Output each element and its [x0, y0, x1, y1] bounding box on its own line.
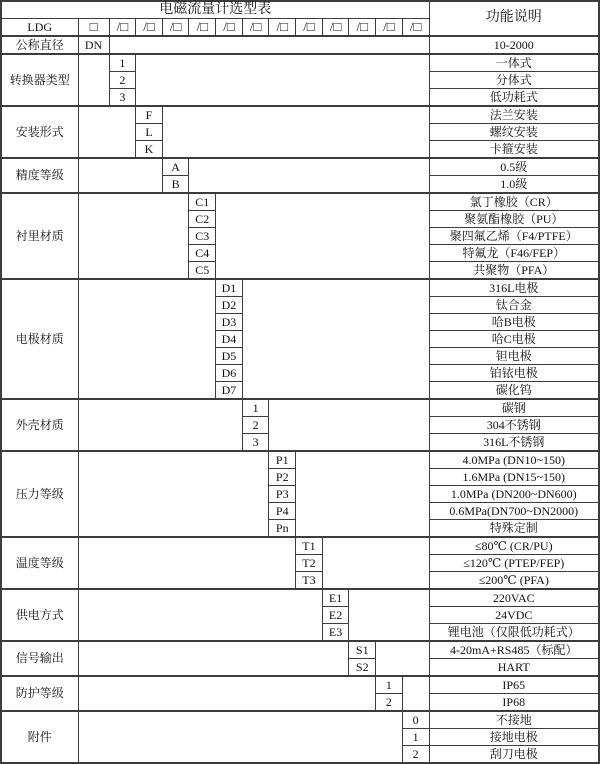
option-code: P3 — [269, 486, 296, 503]
option-description: 0.5级 — [429, 158, 599, 176]
option-description: 316L不锈钢 — [429, 434, 599, 452]
option-code: 3 — [109, 89, 136, 107]
option-code: 1 — [109, 54, 136, 72]
group-right-spacer — [162, 106, 429, 158]
group-left-spacer — [78, 158, 162, 193]
model-slot-box: /□ — [216, 19, 243, 37]
option-row — [1, 158, 599, 176]
model-slot-box: /□ — [402, 19, 429, 37]
group-right-spacer — [402, 676, 429, 711]
group-right-spacer — [189, 158, 429, 193]
model-slot-box: /□ — [162, 19, 189, 37]
model-slot-box: /□ — [136, 19, 163, 37]
option-code: D4 — [216, 331, 243, 348]
option-code: D5 — [216, 348, 243, 365]
group-left-spacer — [78, 451, 269, 537]
option-description: 0.6MPa(DN700~DN2000) — [429, 503, 599, 520]
option-description: 聚氨酯橡胶（PU） — [429, 211, 599, 228]
option-description: ≤80℃ (CR/PU) — [429, 537, 599, 555]
group-left-spacer — [78, 711, 402, 763]
option-description: 低功耗式 — [429, 89, 599, 107]
group-label: 精度等级 — [1, 158, 78, 193]
model-slot-box: /□ — [296, 19, 323, 37]
group-right-spacer — [269, 399, 429, 451]
option-code: 0 — [402, 711, 429, 729]
option-code: 1 — [242, 399, 269, 417]
model-slot-box: /□ — [322, 19, 349, 37]
option-code: P1 — [269, 451, 296, 469]
group-right-spacer — [322, 537, 429, 589]
group-right-spacer — [216, 193, 429, 279]
option-code: 2 — [402, 746, 429, 764]
option-code: B — [162, 176, 189, 194]
option-description: 304不锈钢 — [429, 417, 599, 434]
option-description: 刮刀电极 — [429, 746, 599, 764]
option-description: 一体式 — [429, 54, 599, 72]
group-label: 防护等级 — [1, 676, 78, 711]
diameter-label: 公称直径 — [1, 36, 78, 54]
model-slot-box: /□ — [189, 19, 216, 37]
model-slot-box: /□ — [376, 19, 403, 37]
group-left-spacer — [78, 537, 296, 589]
group-label: 温度等级 — [1, 537, 78, 589]
option-row — [1, 193, 599, 211]
table-title: 电磁流量计选型表 — [1, 1, 429, 19]
option-description: 碳化钨 — [429, 382, 599, 400]
option-description: 卡箍安装 — [429, 141, 599, 159]
option-code: T2 — [296, 555, 323, 572]
group-label: 压力等级 — [1, 451, 78, 537]
diameter-spacer — [109, 36, 429, 54]
option-code: 2 — [109, 72, 136, 89]
group-left-spacer — [78, 54, 109, 106]
option-row — [1, 589, 599, 607]
header-row — [1, 1, 599, 19]
model-slot-box: /□ — [242, 19, 269, 37]
option-description: 碳钢 — [429, 399, 599, 417]
option-row — [1, 106, 599, 124]
model-prefix: LDG — [1, 19, 78, 37]
option-code: 3 — [242, 434, 269, 452]
option-code: P4 — [269, 503, 296, 520]
group-right-spacer — [242, 279, 429, 399]
option-description: 聚四氟乙烯（F4/PTFE） — [429, 228, 599, 245]
option-description: 1.6MPa (DN15~150) — [429, 469, 599, 486]
group-right-spacer — [296, 451, 429, 537]
option-description: 法兰安装 — [429, 106, 599, 124]
option-description: 哈B电极 — [429, 314, 599, 331]
option-row — [1, 451, 599, 469]
option-description: 1.0MPa (DN200~DN600) — [429, 486, 599, 503]
option-code: 2 — [242, 417, 269, 434]
model-slot-box: /□ — [269, 19, 296, 37]
model-slot-box: /□ — [349, 19, 376, 37]
option-code: T3 — [296, 572, 323, 590]
option-code: E2 — [322, 607, 349, 624]
option-description: 哈C电极 — [429, 331, 599, 348]
group-left-spacer — [78, 676, 376, 711]
option-description: 1.0级 — [429, 176, 599, 194]
option-code: P2 — [269, 469, 296, 486]
option-description: 220VAC — [429, 589, 599, 607]
option-description: 不接地 — [429, 711, 599, 729]
option-description: 钛合金 — [429, 297, 599, 314]
option-code: C1 — [189, 193, 216, 211]
option-code: C3 — [189, 228, 216, 245]
model-base-box: □ — [78, 19, 109, 37]
group-left-spacer — [78, 106, 136, 158]
group-label: 电极材质 — [1, 279, 78, 399]
group-label: 信号输出 — [1, 641, 78, 676]
group-label: 附件 — [1, 711, 78, 763]
option-description: 锂电池（仅限低功耗式） — [429, 624, 599, 642]
option-code: S1 — [349, 641, 376, 659]
option-code: A — [162, 158, 189, 176]
group-left-spacer — [78, 279, 216, 399]
option-row — [1, 279, 599, 297]
group-right-spacer — [349, 589, 429, 641]
option-description: 4.0MPa (DN10~150) — [429, 451, 599, 469]
option-code: 1 — [402, 729, 429, 746]
group-right-spacer — [376, 641, 429, 676]
group-label: 外壳材质 — [1, 399, 78, 451]
option-code: Pn — [269, 520, 296, 538]
option-description: IP65 — [429, 676, 599, 694]
option-code: K — [136, 141, 163, 159]
option-description: IP68 — [429, 694, 599, 712]
option-row — [1, 676, 599, 694]
option-description: 4-20mA+RS485（标配） — [429, 641, 599, 659]
option-code: L — [136, 124, 163, 141]
option-code: D3 — [216, 314, 243, 331]
option-code: C2 — [189, 211, 216, 228]
group-right-spacer — [136, 54, 429, 106]
option-row — [1, 399, 599, 417]
option-code: D7 — [216, 382, 243, 400]
option-description: 共聚物（PFA） — [429, 262, 599, 280]
option-description: 钽电极 — [429, 348, 599, 365]
option-code: E3 — [322, 624, 349, 642]
function-column-header: 功能说明 — [429, 1, 599, 36]
model-slot-box: /□ — [109, 19, 136, 37]
option-code: T1 — [296, 537, 323, 555]
option-code: S2 — [349, 659, 376, 677]
option-code: 1 — [376, 676, 403, 694]
group-label: 转换器类型 — [1, 54, 78, 106]
option-description: 24VDC — [429, 607, 599, 624]
option-description: 特殊定制 — [429, 520, 599, 538]
option-description: 铂铱电极 — [429, 365, 599, 382]
option-description: 分体式 — [429, 72, 599, 89]
diameter-code: DN — [78, 36, 109, 54]
option-description: 特氟龙（F46/FEP） — [429, 245, 599, 262]
option-code: C5 — [189, 262, 216, 280]
option-code: C4 — [189, 245, 216, 262]
group-left-spacer — [78, 641, 349, 676]
group-label: 衬里材质 — [1, 193, 78, 279]
option-description: 316L电极 — [429, 279, 599, 297]
option-row — [1, 641, 599, 659]
diameter-row — [1, 36, 599, 54]
group-label: 安装形式 — [1, 106, 78, 158]
option-code: D6 — [216, 365, 243, 382]
option-description: 氯丁橡胶（CR） — [429, 193, 599, 211]
option-description: 接地电极 — [429, 729, 599, 746]
group-left-spacer — [78, 193, 189, 279]
option-code: 2 — [376, 694, 403, 712]
option-code: F — [136, 106, 163, 124]
option-description: HART — [429, 659, 599, 677]
diameter-description: 10-2000 — [429, 36, 599, 54]
option-row — [1, 711, 599, 729]
option-row — [1, 537, 599, 555]
option-description: ≤200℃ (PFA) — [429, 572, 599, 590]
option-code: E1 — [322, 589, 349, 607]
option-description: 螺纹安装 — [429, 124, 599, 141]
group-label: 供电方式 — [1, 589, 78, 641]
group-left-spacer — [78, 589, 322, 641]
option-row — [1, 54, 599, 72]
option-code: D2 — [216, 297, 243, 314]
option-description: ≤120℃ (PTEP/FEP) — [429, 555, 599, 572]
group-left-spacer — [78, 399, 242, 451]
option-code: D1 — [216, 279, 243, 297]
